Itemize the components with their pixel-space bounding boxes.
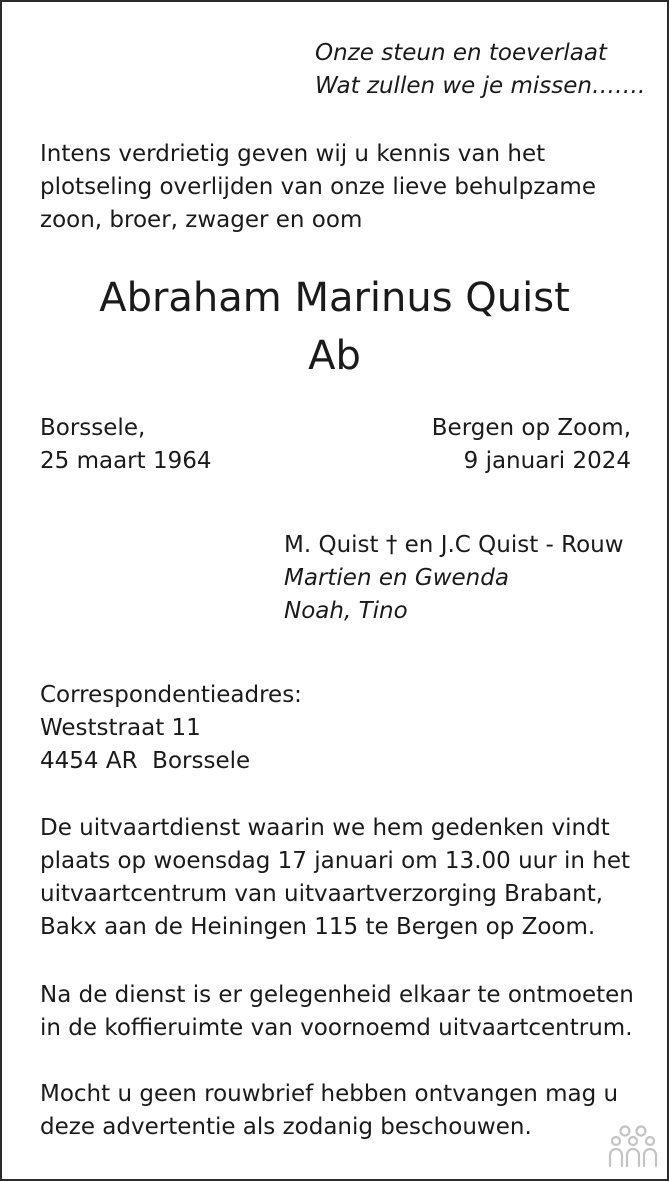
intro-line: zoon, broer, zwager en oom [40,207,363,233]
reception-line: Na de dienst is er gelegenheid elkaar te ontmoeten [40,982,634,1008]
address-postal: 4454 AR Borssele [40,748,251,774]
service-line: De uitvaartdienst waarin we hem gedenken vindt [40,815,610,841]
correspondence-address [40,679,302,778]
people-group-icon [607,1124,659,1170]
deceased-full-name: Abraham Marinus Quist [99,275,570,321]
notice-line: Mocht u geen rouwbrief hebben ontvangen mag u [40,1081,619,1107]
intro-line: plotseling overlijden van onze lieve behulpzame [40,174,596,200]
service-details [40,812,630,944]
family-children: Noah, Tino [284,598,408,624]
death-place: Bergen op Zoom, [431,415,631,441]
address-heading: Correspondentieadres: [40,682,302,708]
reception-line: in de koffieruimte van voornoemd uitvaartcentrum. [40,1015,633,1041]
family-siblings: Martien en Gwenda [284,565,509,591]
family-parents: M. Quist † en J.C Quist - Rouw [284,532,624,558]
family-list [284,529,624,628]
birth-date: 25 maart 1964 [40,448,212,474]
service-line: uitvaartcentrum van uitvaartverzorging Brabant, [40,881,604,907]
intro-line: Intens verdrietig geven wij u kennis van het [40,141,546,167]
address-street: Weststraat 11 [40,715,201,741]
death-date: 9 januari 2024 [463,448,631,474]
birth-info [40,412,212,478]
notice-line: deze advertentie als zodanig beschouwen. [40,1114,532,1140]
service-line: plaats op woensdag 17 januari om 13.00 uur in het [40,848,631,874]
motto [315,37,645,103]
death-info [432,412,631,478]
motto-line: Onze steun en toeverlaat [315,40,607,66]
birth-place: Borssele, [40,415,146,441]
reception-details [40,979,634,1045]
motto-line: Wat zullen we je missen……. [315,73,646,99]
intro-text [40,138,596,237]
deceased-nickname: Ab [308,333,361,379]
service-line: Bakx aan de Heiningen 115 te Bergen op Zoom. [40,914,596,940]
rouwbrief-notice [40,1078,618,1144]
